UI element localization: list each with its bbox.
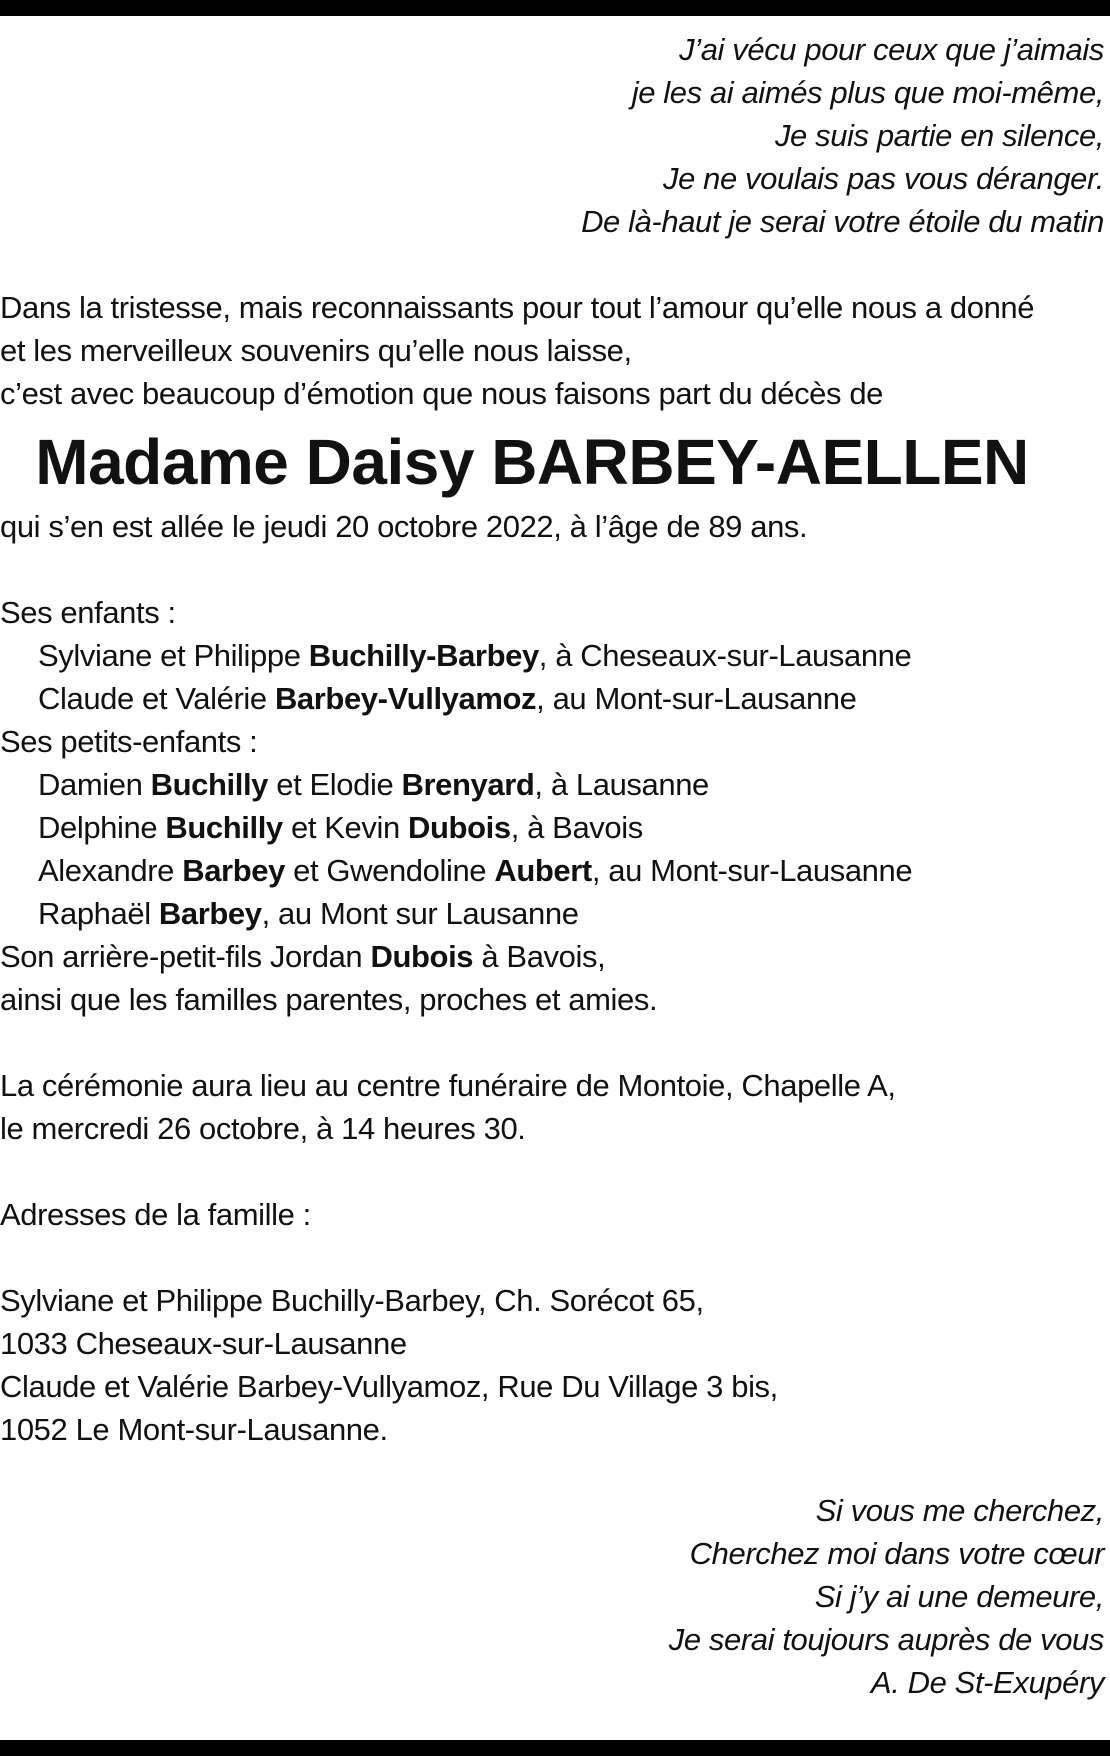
- grandchild-entry: Delphine Buchilly et Kevin Dubois, à Bavois: [38, 810, 643, 845]
- intro-paragraph: [0, 286, 1104, 415]
- address-line: 1052 Le Mont-sur-Lausanne.: [0, 1412, 388, 1447]
- poem-line: Je ne voulais pas vous déranger.: [663, 161, 1104, 196]
- intro-line: et les merveilleux souvenirs qu’elle nous laisse,: [0, 333, 632, 368]
- poem-line: Je suis partie en silence,: [774, 118, 1104, 153]
- grandchild-entry: Raphaël Barbey, au Mont sur Lausanne: [38, 896, 579, 931]
- addresses-heading: Adresses de la famille :: [0, 1197, 311, 1232]
- bottom-border-rule: [0, 1740, 1110, 1756]
- child-entry: Sylviane et Philippe Buchilly-Barbey, à Cheseaux-sur-Lausanne: [38, 638, 912, 673]
- ceremony-line: le mercredi 26 octobre, à 14 heures 30.: [0, 1111, 526, 1146]
- deceased-name: Madame Daisy BARBEY-AELLEN: [35, 426, 1029, 498]
- address-line: Claude et Valérie Barbey-Vullyamoz, Rue Du Village 3 bis,: [0, 1369, 778, 1404]
- address-line: 1033 Cheseaux-sur-Lausanne: [0, 1326, 407, 1361]
- child-entry: Claude et Valérie Barbey-Vullyamoz, au Mont-sur-Lausanne: [38, 681, 857, 716]
- ceremony-info: [0, 1064, 1104, 1150]
- poem-line: Si vous me cherchez,: [815, 1493, 1104, 1528]
- poem-line: J’ai vécu pour ceux que j’aimais: [679, 32, 1104, 67]
- address-line: Sylviane et Philippe Buchilly-Barbey, Ch. Sorécot 65,: [0, 1283, 704, 1318]
- grandchild-entry: Alexandre Barbey et Gwendoline Aubert, au Mont-sur-Lausanne: [38, 853, 913, 888]
- grandchild-entry: Damien Buchilly et Elodie Brenyard, à Lausanne: [38, 767, 709, 802]
- top-border-rule: [0, 0, 1110, 16]
- intro-line: Dans la tristesse, mais reconnaissants pour tout l’amour qu’elle nous a donné: [0, 290, 1035, 325]
- obituary-notice: [0, 16, 1104, 1704]
- poem-line: Je serai toujours auprès de vous: [668, 1622, 1104, 1657]
- family-addresses: [0, 1279, 1104, 1451]
- death-date-line: qui s’en est allée le jeudi 20 octobre 2022, à l’âge de 89 ans.: [0, 509, 808, 544]
- poem-line: Si j’y ai une demeure,: [814, 1579, 1104, 1614]
- family-list: [0, 591, 1104, 1021]
- family-closing: ainsi que les familles parentes, proches et amies.: [0, 982, 658, 1017]
- grandchildren-heading: Ses petits-enfants :: [0, 724, 258, 759]
- great-grandchild-entry: Son arrière-petit-fils Jordan Dubois à Bavois,: [0, 939, 606, 974]
- intro-line: c’est avec beaucoup d’émotion que nous faisons part du décès de: [0, 376, 884, 411]
- poem-line: je les ai aimés plus que moi-même,: [631, 75, 1104, 110]
- poem-line: De là-haut je serai votre étoile du matin: [581, 204, 1104, 239]
- poem-attribution: A. De St-Exupéry: [870, 1665, 1104, 1700]
- poem-line: Cherchez moi dans votre cœur: [689, 1536, 1104, 1571]
- opening-poem: [0, 28, 1104, 243]
- closing-poem: [0, 1489, 1104, 1704]
- ceremony-line: La cérémonie aura lieu au centre funéraire de Montoie, Chapelle A,: [0, 1068, 896, 1103]
- children-heading: Ses enfants :: [0, 595, 176, 630]
